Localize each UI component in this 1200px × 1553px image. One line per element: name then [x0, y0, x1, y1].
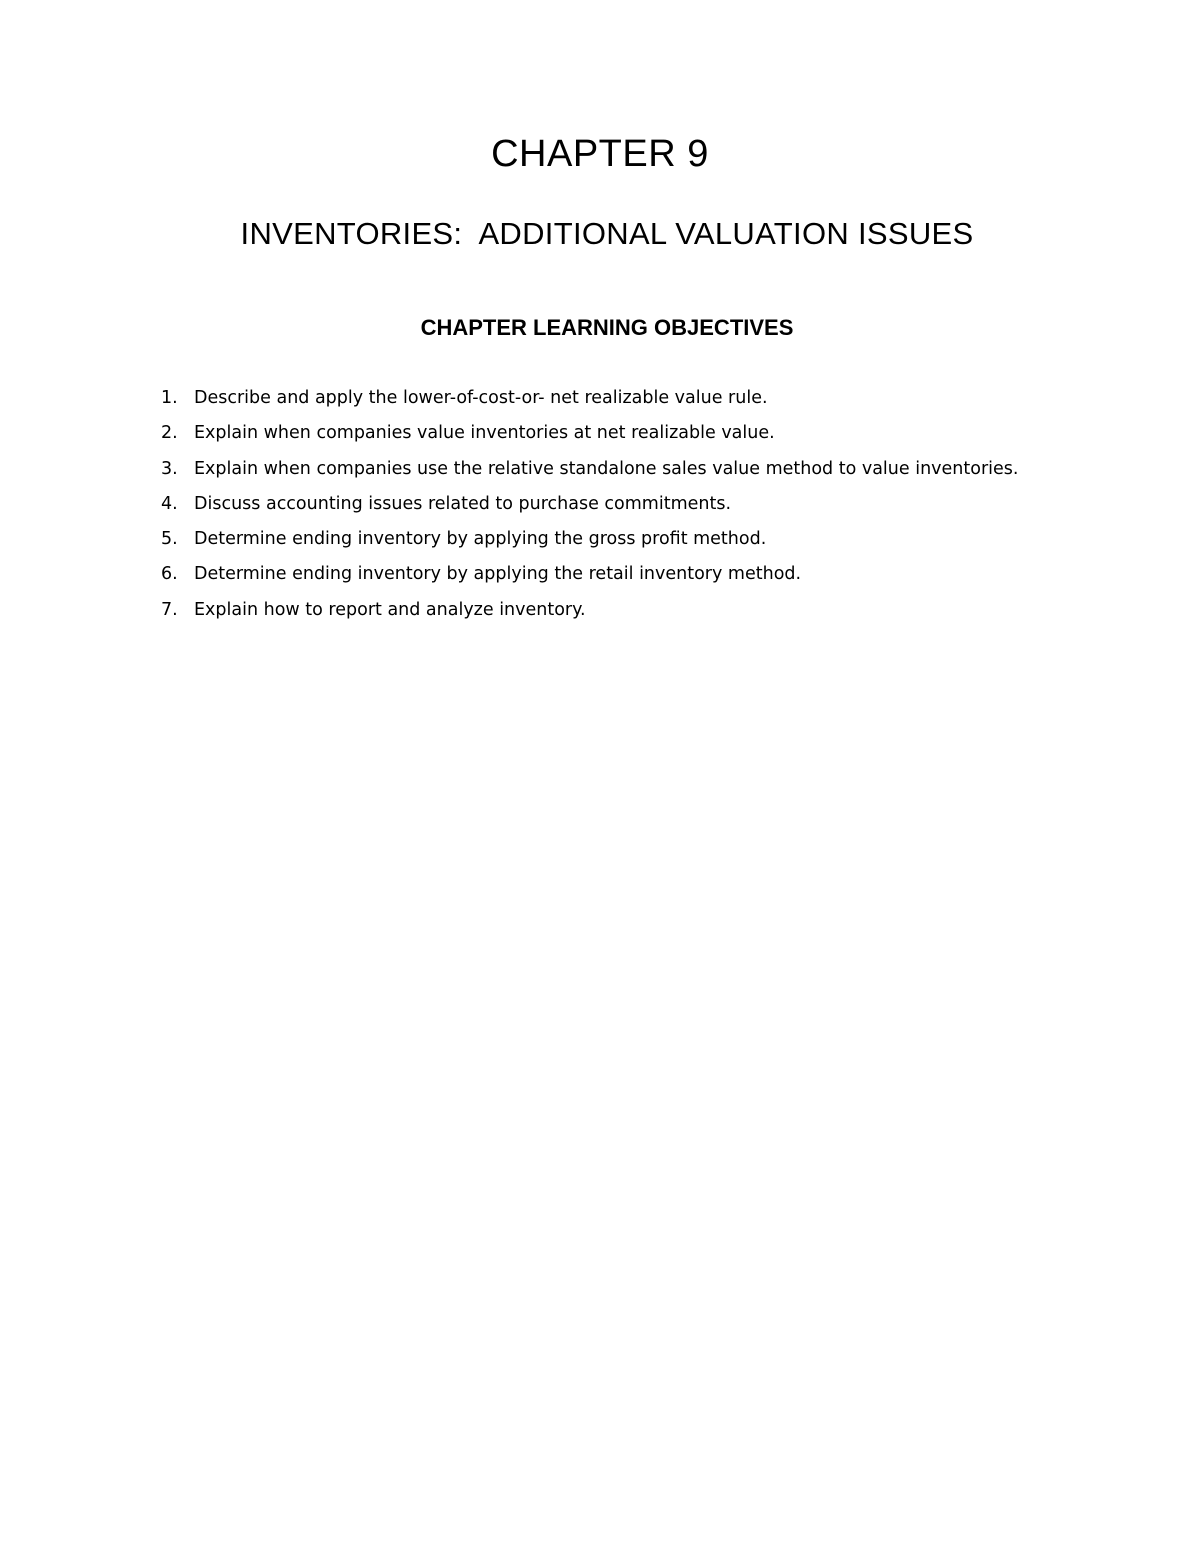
- objective-item: [161, 557, 1021, 592]
- objective-number: 1.: [161, 388, 178, 408]
- objectives-heading: CHAPTER LEARNING OBJECTIVES: [420, 315, 794, 340]
- chapter-title: INVENTORIES: ADDITIONAL VALUATION ISSUES: [240, 216, 974, 251]
- objective-text: Explain how to report and analyze inventory.: [194, 599, 586, 620]
- objective-text: Determine ending inventory by applying the retail inventory method.: [194, 564, 802, 585]
- objective-text: Explain when companies use the relative standalone sales value method to value inventories.: [194, 458, 1019, 479]
- objective-item: [161, 416, 1021, 451]
- objective-item: [161, 487, 1021, 522]
- objective-item: [161, 593, 1021, 628]
- objective-text: Explain when companies value inventories at net realizable value.: [194, 423, 775, 444]
- objective-number: 6.: [161, 564, 178, 585]
- objective-item: [161, 381, 1021, 416]
- objective-number: 4.: [161, 493, 178, 514]
- objective-item: [161, 452, 1021, 487]
- objectives-list: [161, 381, 1021, 628]
- objective-text: Discuss accounting issues related to purchase commitments.: [194, 493, 732, 514]
- objective-number: 3.: [161, 458, 178, 479]
- objective-number: 5.: [161, 529, 178, 550]
- objective-item: [161, 522, 1021, 557]
- objective-text: Describe and apply the lower-of-cost-or- net realizable value rule.: [194, 388, 768, 408]
- objective-number: 2.: [161, 423, 178, 444]
- objective-number: 7.: [161, 599, 178, 620]
- chapter-number: CHAPTER 9: [491, 133, 709, 175]
- objective-text: Determine ending inventory by applying the gross profit method.: [194, 529, 767, 550]
